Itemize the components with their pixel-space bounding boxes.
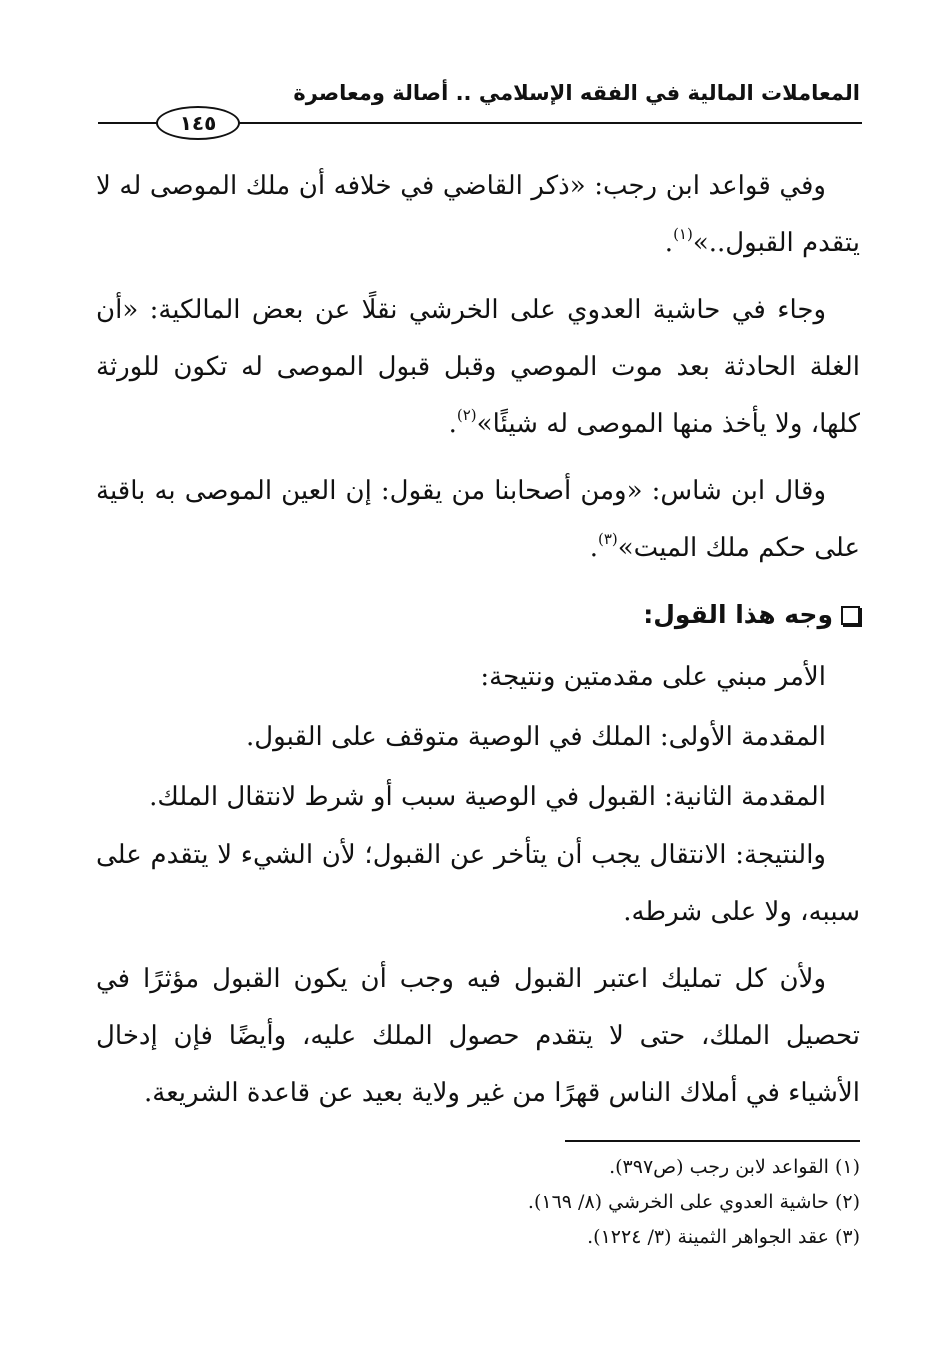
paragraph-text: وفي قواعد ابن رجب: «ذكر القاضي في خلافه أن ملك الموصى له لا يتقدم القبول..» bbox=[96, 171, 860, 258]
paragraph-end: . bbox=[589, 533, 598, 563]
footnotes bbox=[96, 1150, 860, 1255]
section-subheading bbox=[96, 587, 860, 643]
checkbox-icon bbox=[841, 606, 860, 625]
paragraph-ibn-rajab bbox=[96, 158, 860, 272]
paragraph-ownership: ولأن كل تمليك اعتبر القبول فيه وجب أن يكون القبول مؤثرًا في تحصيل الملك، حتى لا يتقدم حصول الملك عليه، وأيضًا فإن إدخال الأشياء في أملاك الناس قهرًا من غير ولاية بعيد عن قاعدة الشريعة. bbox=[96, 964, 860, 1108]
footnote-1: (١) القواعد لابن رجب (ص٣٩٧). bbox=[609, 1156, 860, 1178]
paragraph-text: وقال ابن شاس: «ومن أصحابنا من يقول: إن العين الموصى به باقية على حكم ملك الميت» bbox=[96, 476, 860, 563]
premises-intro: الأمر مبني على مقدمتين ونتيجة: bbox=[480, 662, 826, 692]
footnote-ref-1: (١) bbox=[673, 225, 693, 243]
footnote-ref-3: (٣) bbox=[597, 530, 618, 548]
second-premise: المقدمة الثانية: القبول في الوصية سبب أو شرط لانتقال الملك. bbox=[149, 782, 826, 812]
running-header: المعاملات المالية في الفقه الإسلامي .. أصالة ومعاصرة bbox=[293, 81, 860, 105]
paragraph-conclusion: والنتيجة: الانتقال يجب أن يتأخر عن القبول؛ لأن الشيء لا يتقدم على سببه، ولا على شرطه. bbox=[96, 840, 860, 927]
body-text bbox=[96, 158, 860, 1122]
first-premise: المقدمة الأولى: الملك في الوصية متوقف على القبول. bbox=[246, 722, 826, 752]
subheading-text: وجه هذا القول: bbox=[643, 600, 833, 629]
paragraph-end: . bbox=[448, 409, 457, 439]
footnote-3: (٣) عقد الجواهر الثمينة (٣/ ١٢٢٤). bbox=[587, 1226, 860, 1248]
paragraph-text: وجاء في حاشية العدوي على الخرشي نقلًا عن بعض المالكية: «أن الغلة الحادثة بعد موت الموصي وقبل قبول الموصى له تكون للورثة كلها، ولا يأخذ منها الموصى له شيئًا» bbox=[96, 295, 860, 439]
footnote-2: (٢) حاشية العدوي على الخرشي (٨/ ١٦٩). bbox=[527, 1191, 860, 1213]
paragraph-adawi bbox=[96, 282, 860, 453]
paragraph-end: . bbox=[664, 228, 674, 258]
page-number: ١٤٥ bbox=[156, 106, 240, 140]
paragraph-ibn-shas bbox=[96, 463, 860, 577]
footnote-ref-2: (٢) bbox=[456, 406, 477, 424]
footnote-rule bbox=[565, 1140, 860, 1142]
